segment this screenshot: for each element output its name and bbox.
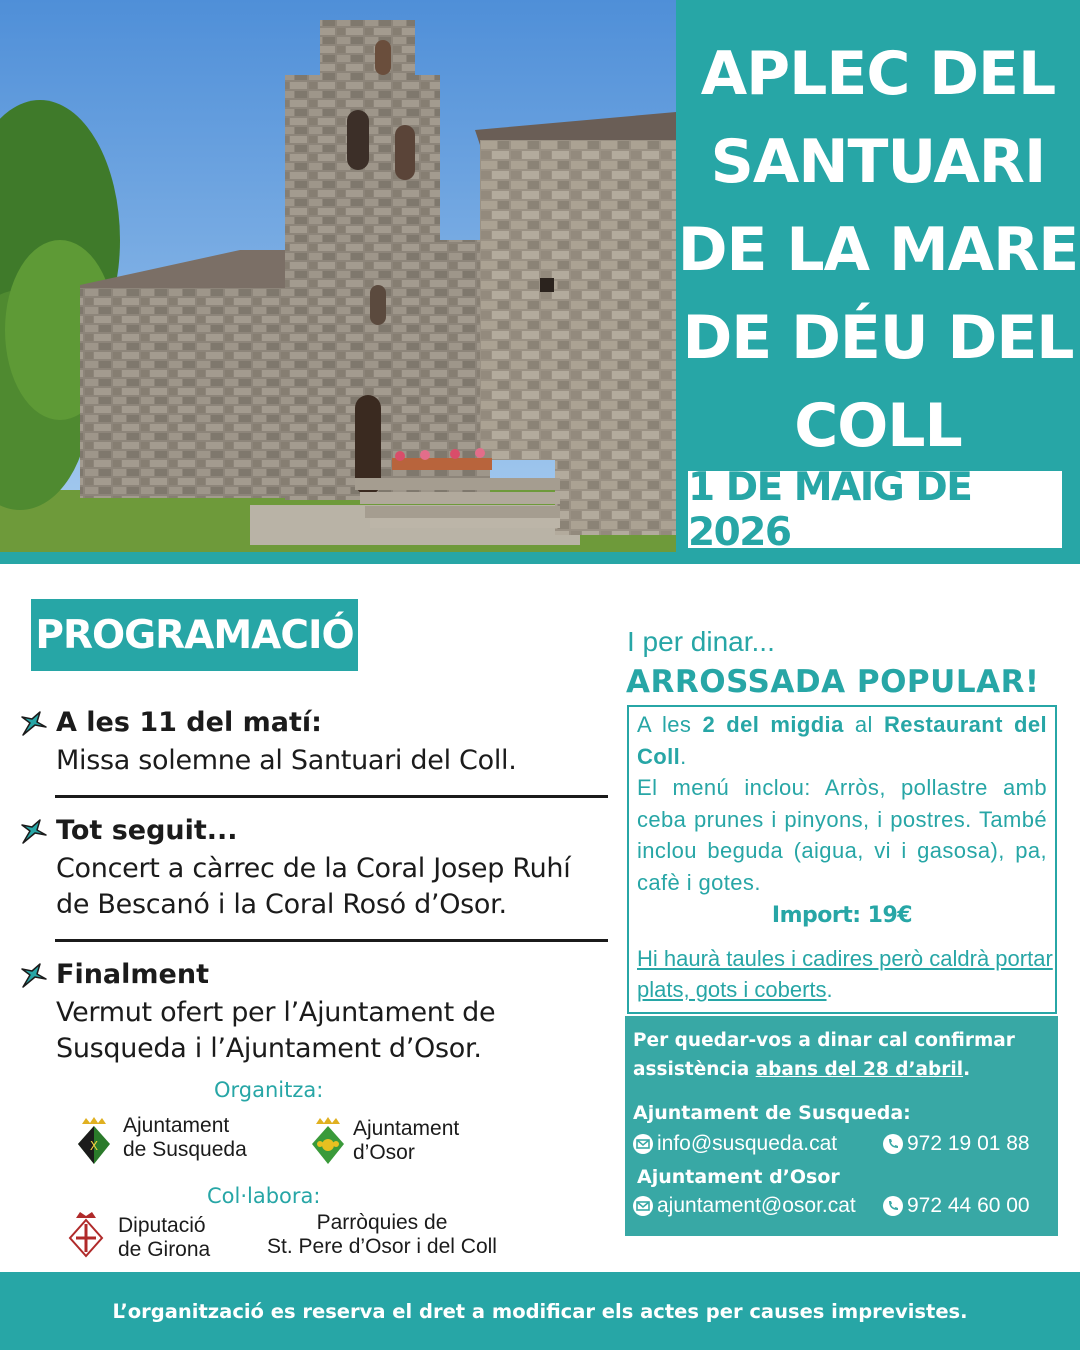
program-item-time: Finalment	[56, 959, 209, 990]
program-item-description	[56, 995, 495, 1067]
contact-email-susqueda[interactable]	[633, 1132, 837, 1156]
organizer-line: St. Pere d’Osor i del Coll	[267, 1235, 497, 1258]
envelope-icon	[633, 1134, 653, 1154]
program-item-time: Tot seguit...	[56, 815, 238, 846]
program-badge: PROGRAMACIÓ	[31, 599, 358, 671]
organizer-line: Ajuntament	[123, 1114, 230, 1137]
organizer-susqueda	[123, 1114, 247, 1162]
program-line: de Bescanó i la Coral Rosó d’Osor.	[56, 889, 507, 920]
osor-coat-of-arms-icon	[310, 1116, 346, 1166]
organitza-label: Organitza:	[214, 1078, 324, 1102]
lunch-price: Import: 19€	[771, 903, 913, 928]
lunch-intro: I per dinar...	[627, 626, 775, 657]
envelope-icon	[633, 1196, 653, 1216]
phone-text[interactable]: 972 19 01 88	[907, 1132, 1030, 1155]
collaborator-parroquies	[262, 1211, 502, 1259]
girona-coat-of-arms-icon	[68, 1210, 104, 1258]
contact-name-susqueda: Ajuntament de Susqueda:	[633, 1102, 911, 1124]
lunch-text: al	[843, 712, 884, 737]
sparkle-star-icon	[20, 710, 48, 738]
program-line: Concert a càrrec de la Coral Josep Ruhí	[56, 853, 571, 884]
svg-text:X: X	[89, 1139, 99, 1153]
organizer-line: Parròquies de	[316, 1211, 448, 1234]
organizer-line: de Susqueda	[123, 1138, 247, 1161]
title-line: COLL	[794, 391, 962, 461]
program-line: Vermut ofert per l’Ajuntament de	[56, 997, 496, 1028]
lunch-description	[637, 709, 1047, 898]
organizer-line: Diputació	[118, 1214, 206, 1237]
tables-note-end: .	[826, 977, 833, 1002]
contact-phone-osor[interactable]	[883, 1194, 1030, 1218]
lunch-venue: Restaurant del Coll	[637, 712, 1047, 769]
contact-email-osor[interactable]	[633, 1194, 856, 1218]
collabora-label: Col·labora:	[207, 1184, 321, 1208]
title-panel	[676, 0, 1080, 564]
divider	[55, 939, 608, 942]
email-text[interactable]: ajuntament@osor.cat	[657, 1194, 856, 1217]
phone-icon	[883, 1196, 903, 1216]
phone-text[interactable]: 972 44 60 00	[907, 1194, 1030, 1217]
title-line: SANTUARI	[710, 127, 1046, 197]
collaborator-diputacio	[118, 1214, 210, 1262]
organizer-line: de Girona	[118, 1238, 211, 1261]
program-item-time: A les 11 del matí:	[56, 707, 322, 738]
lunch-title: ARROSSADA POPULAR!	[626, 664, 1040, 700]
confirm-deadline: abans del 28 d’abril	[755, 1059, 964, 1080]
organizer-osor	[353, 1117, 459, 1165]
contact-phone-susqueda[interactable]	[883, 1132, 1030, 1156]
confirmation-box	[625, 1016, 1058, 1236]
sparkle-star-icon	[20, 818, 48, 846]
event-title	[676, 30, 1080, 470]
confirm-text: .	[963, 1059, 971, 1080]
contact-name-osor: Ajuntament d’Osor	[637, 1166, 840, 1188]
organizer-line: d’Osor	[353, 1141, 415, 1164]
phone-icon	[883, 1134, 903, 1154]
title-line: APLEC DEL	[700, 39, 1056, 109]
sanctuary-photo	[0, 0, 676, 552]
lunch-time: 2 del migdia	[702, 712, 844, 737]
footer-disclaimer: L’organització es reserva el dret a modificar els actes per causes imprevistes.	[0, 1272, 1080, 1350]
sparkle-star-icon	[20, 962, 48, 990]
program-item-description	[56, 743, 517, 779]
divider	[55, 795, 608, 798]
confirm-text: Per quedar-vos a dinar cal confirmar assistència	[633, 1030, 1015, 1080]
title-line: DE LA MARE	[677, 215, 1079, 285]
lunch-menu: El menú inclou: Arròs, pollastre amb ceba prunes i pinyons, i postres. També inclou beguda (aigua, vi i gasosa), pa, cafè i gotes.	[637, 775, 1047, 895]
program-item-description	[56, 851, 570, 923]
lunch-text: .	[680, 743, 687, 769]
title-line: DE DÉU DEL	[682, 303, 1074, 373]
program-line: Missa solemne al Santuari del Coll.	[56, 745, 517, 776]
confirmation-text	[633, 1026, 1053, 1084]
lunch-text: A les	[637, 712, 703, 737]
program-line: Susqueda i l’Ajuntament d’Osor.	[56, 1033, 482, 1064]
tables-note-text: Hi haurà taules i cadires però caldrà portar plats, gots i coberts	[637, 946, 1053, 1002]
tables-note	[637, 943, 1053, 1005]
email-text[interactable]: info@susqueda.cat	[657, 1132, 838, 1155]
event-date: 1 DE MAIG DE 2026	[688, 471, 1062, 548]
lunch-info-box	[627, 705, 1057, 1014]
susqueda-coat-of-arms-icon	[76, 1116, 112, 1166]
organizer-line: Ajuntament	[353, 1117, 460, 1140]
